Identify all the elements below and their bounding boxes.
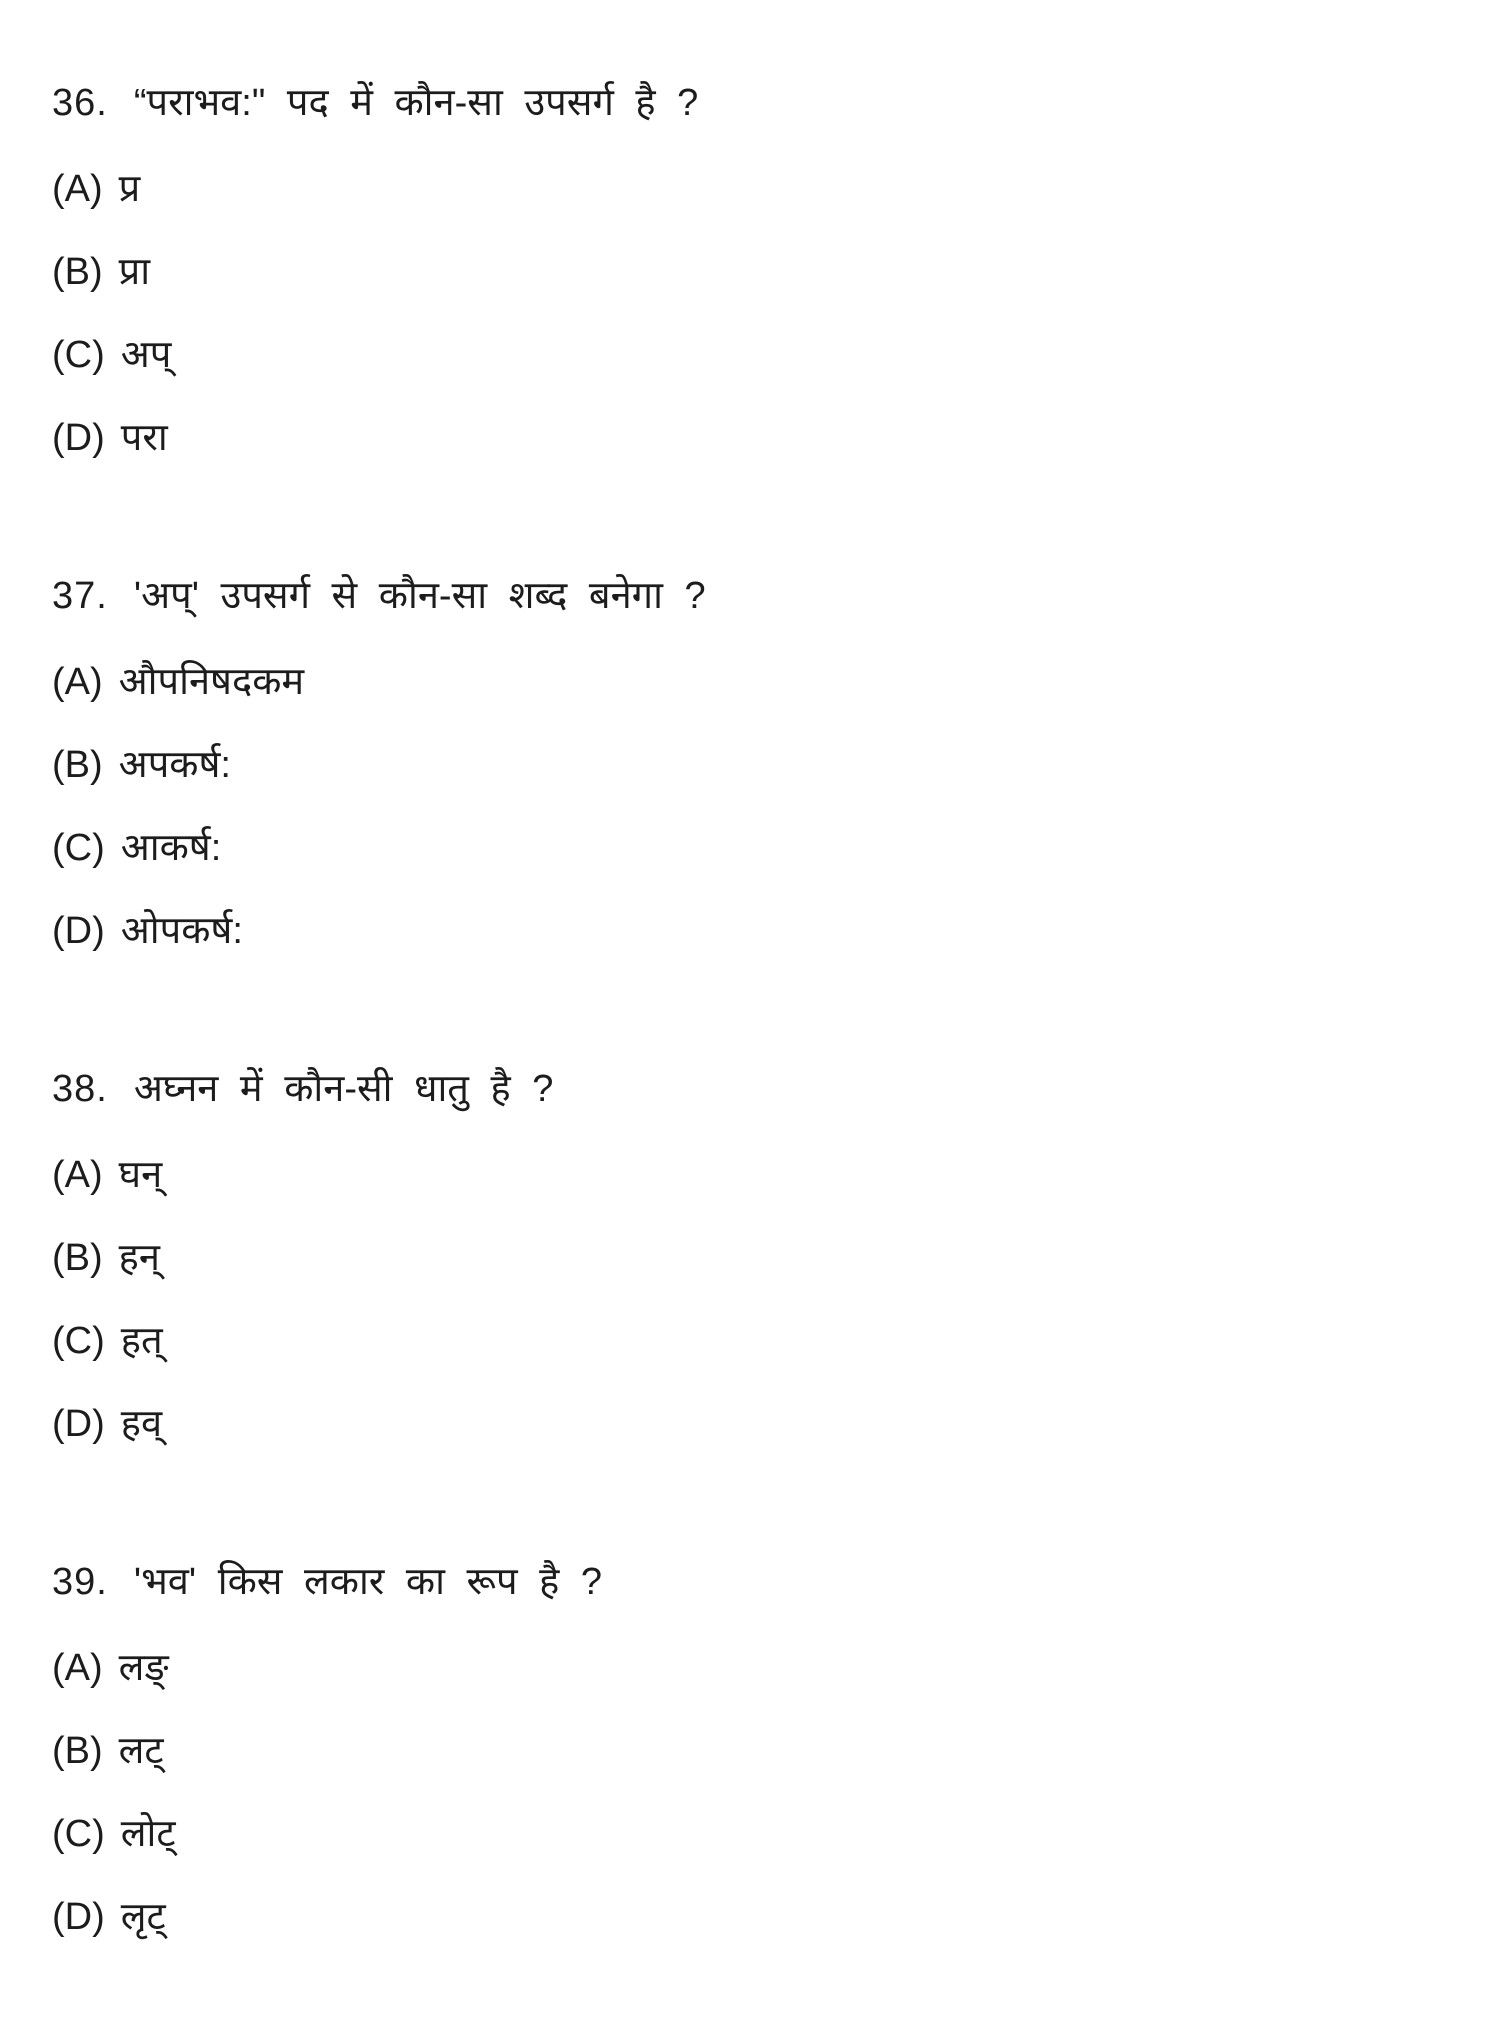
option-text: लङ् <box>118 1647 169 1689</box>
option-row-d <box>52 1396 1465 1452</box>
option-text: अप् <box>120 334 172 376</box>
option-row-a <box>52 654 1465 710</box>
option-text: हत् <box>120 1320 163 1362</box>
option-label: (C) <box>52 1320 105 1362</box>
question-line <box>52 568 1465 624</box>
option-label: (C) <box>52 827 105 869</box>
question-text: 'अप्' उपसर्ग से कौन-सा शब्द बनेगा ? <box>133 575 706 617</box>
question-number: 39. <box>52 1561 108 1603</box>
question-number: 37. <box>52 575 108 617</box>
question-text: “पराभव:" पद में कौन-सा उपसर्ग है ? <box>133 82 699 124</box>
option-row-c <box>52 327 1465 383</box>
question-line <box>52 75 1465 131</box>
question-line <box>52 1554 1465 1610</box>
option-row-b <box>52 1723 1465 1779</box>
option-row-b <box>52 244 1465 300</box>
option-text: प्र <box>118 168 141 210</box>
question-line <box>52 1061 1465 1117</box>
question-block-38 <box>52 1061 1465 1452</box>
question-number: 36. <box>52 82 108 124</box>
option-row-c <box>52 1313 1465 1369</box>
option-row-d <box>52 1889 1465 1945</box>
option-label: (C) <box>52 1813 105 1855</box>
option-row-c <box>52 820 1465 876</box>
option-text: अपकर्ष: <box>118 744 231 786</box>
option-text: परा <box>120 417 168 459</box>
option-row-d <box>52 903 1465 959</box>
option-text: हन् <box>118 1237 160 1279</box>
option-text: लोट् <box>120 1813 176 1855</box>
option-label: (A) <box>52 168 103 210</box>
option-text: लट् <box>118 1730 164 1772</box>
option-label: (C) <box>52 334 105 376</box>
option-text: घन् <box>118 1154 163 1196</box>
question-text: 'भव' किस लकार का रूप है ? <box>133 1561 603 1603</box>
option-row-c <box>52 1806 1465 1862</box>
option-label: (D) <box>52 417 105 459</box>
option-label: (D) <box>52 910 105 952</box>
option-row-b <box>52 1230 1465 1286</box>
option-row-d <box>52 410 1465 466</box>
option-row-a <box>52 1147 1465 1203</box>
question-text: अघ्नन में कौन-सी धातु है ? <box>133 1068 554 1110</box>
question-block-37 <box>52 568 1465 959</box>
option-row-a <box>52 1640 1465 1696</box>
option-label: (B) <box>52 744 103 786</box>
question-number: 38. <box>52 1068 108 1110</box>
question-block-36 <box>52 75 1465 466</box>
option-text: औपनिषदकम <box>118 661 305 703</box>
question-block-39 <box>52 1554 1465 1945</box>
option-text: हव् <box>120 1403 163 1445</box>
option-label: (B) <box>52 1237 103 1279</box>
option-text: लृट् <box>120 1896 166 1938</box>
option-label: (A) <box>52 1154 103 1196</box>
option-label: (B) <box>52 251 103 293</box>
option-row-a <box>52 161 1465 217</box>
option-text: प्रा <box>118 251 151 293</box>
option-text: आकर्ष: <box>120 827 222 869</box>
option-label: (A) <box>52 661 103 703</box>
option-label: (B) <box>52 1730 103 1772</box>
option-label: (D) <box>52 1896 105 1938</box>
option-text: ओपकर्ष: <box>120 910 243 952</box>
option-row-b <box>52 737 1465 793</box>
option-label: (D) <box>52 1403 105 1445</box>
option-label: (A) <box>52 1647 103 1689</box>
